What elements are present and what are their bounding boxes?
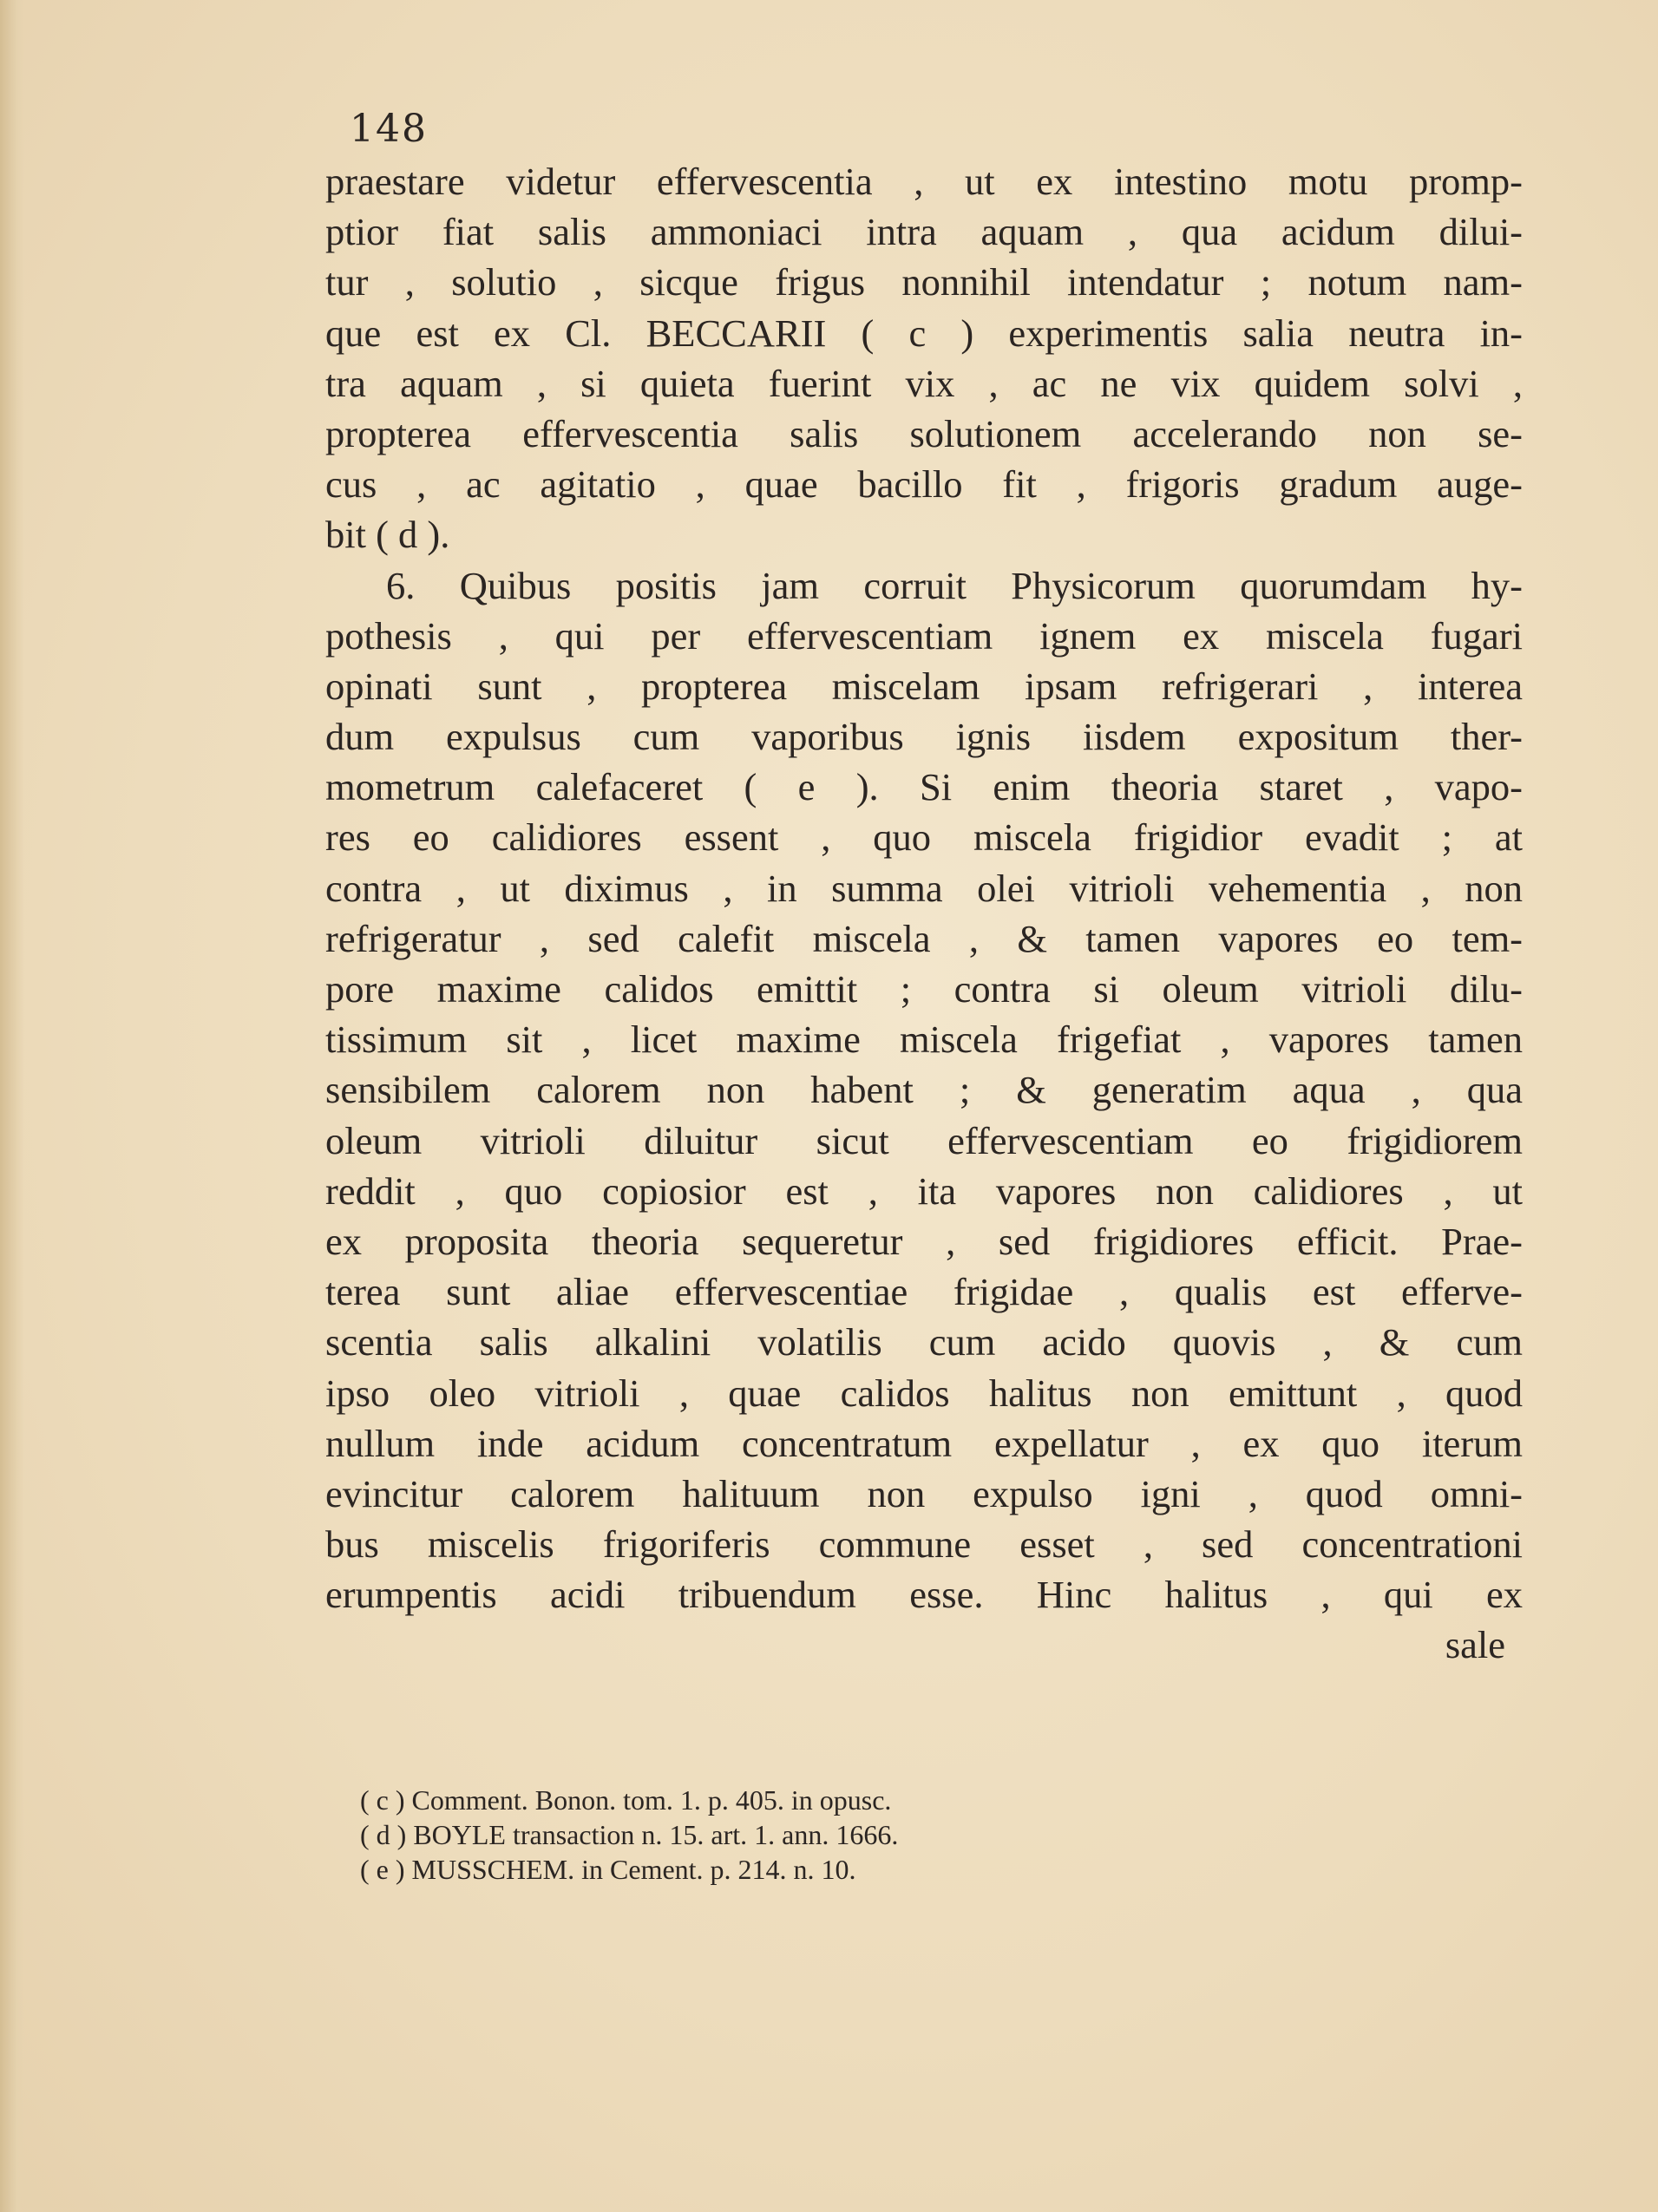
- text-line: res eo calidiores essent , quo miscela frigidior evadit ; at: [325, 815, 1523, 860]
- text-line: terea sunt aliae effervescentiae frigidae , qualis est efferve-: [325, 1270, 1523, 1314]
- text-line: sensibilem calorem non habent ; & generatim aqua , qua: [325, 1068, 1523, 1112]
- text-line: oleum vitrioli diluitur sicut effervescentiam eo frigidiorem: [325, 1118, 1523, 1162]
- text-line: cus , ac agitatio , quae bacillo fit , frigoris gradum auge-: [325, 462, 1523, 507]
- book-page: [325, 104, 1523, 1671]
- text-line: pothesis , qui per effervescentiam ignem ex miscela fugari: [325, 613, 1523, 658]
- text-line: propterea effervescentia salis solutionem accelerando non se-: [325, 411, 1523, 455]
- footnote-d: ( d ) BOYLE transaction n. 15. art. 1. ann. 1666.: [360, 1819, 899, 1850]
- text-line: scentia salis alkalini volatilis cum acido quovis , & cum: [325, 1320, 1523, 1365]
- text-line: opinati sunt , propterea miscelam ipsam refrigerari , interea: [325, 664, 1523, 708]
- text-line: ipso oleo vitrioli , quae calidos halitus non emittunt , quod: [325, 1371, 1523, 1415]
- text-line: tur , solutio , sicque frigus nonnihil intendatur ; notum nam-: [325, 260, 1523, 304]
- text-line: ptior fiat salis ammoniaci intra aquam , qua acidum dilui-: [325, 210, 1523, 254]
- text-line: dum expulsus cum vaporibus ignis iisdem expositum ther-: [325, 715, 1523, 759]
- paragraph-start-line: 6. Quibus positis jam corruit Physicorum quorumdam hy-: [386, 563, 1523, 607]
- text-line: que est ex Cl. BECCARII ( c ) experimentis salia neutra in-: [325, 311, 1523, 355]
- body-text: [325, 156, 1523, 1671]
- page-number: 148: [350, 107, 428, 151]
- text-line: nullum inde acidum concentratum expellatur , ex quo iterum: [325, 1421, 1523, 1465]
- text-line: bus miscelis frigoriferis commune esset , sed concentrationi: [325, 1522, 1523, 1567]
- footnote-e: ( e ) MUSSCHEM. in Cement. p. 214. n. 10.: [360, 1854, 856, 1885]
- text-line: reddit , quo copiosior est , ita vapores non calidiores , ut: [325, 1168, 1523, 1213]
- text-line: tra aquam , si quieta fuerint vix , ac ne vix quidem solvi ,: [325, 361, 1523, 405]
- text-line: bit ( d ).: [325, 513, 450, 557]
- book-spine-shadow: [0, 0, 24, 2212]
- text-line: contra , ut diximus , in summa olei vitrioli vehementia , non: [325, 866, 1523, 910]
- footnote-c: ( c ) Comment. Bonon. tom. 1. p. 405. in opusc.: [360, 1784, 892, 1816]
- text-line: pore maxime calidos emittit ; contra si oleum vitrioli dilu-: [325, 967, 1523, 1011]
- text-line: tissimum sit , licet maxime miscela frigefiat , vapores tamen: [325, 1018, 1523, 1062]
- text-line: refrigeratur , sed calefit miscela , & tamen vapores eo tem-: [325, 916, 1523, 960]
- text-line: mometrum calefaceret ( e ). Si enim theoria staret , vapo-: [325, 765, 1523, 809]
- text-line: praestare videtur effervescentia , ut ex intestino motu promp-: [325, 160, 1523, 203]
- text-line: evincitur calorem halituum non expulso igni , quod omni-: [325, 1471, 1523, 1515]
- footnotes: [360, 1783, 1141, 1887]
- catchword: sale: [1445, 1623, 1505, 1667]
- text-line: ex proposita theoria sequeretur , sed frigidiores efficit. Prae-: [325, 1219, 1523, 1263]
- text-line: erumpentis acidi tribuendum esse. Hinc halitus , qui ex: [325, 1573, 1523, 1617]
